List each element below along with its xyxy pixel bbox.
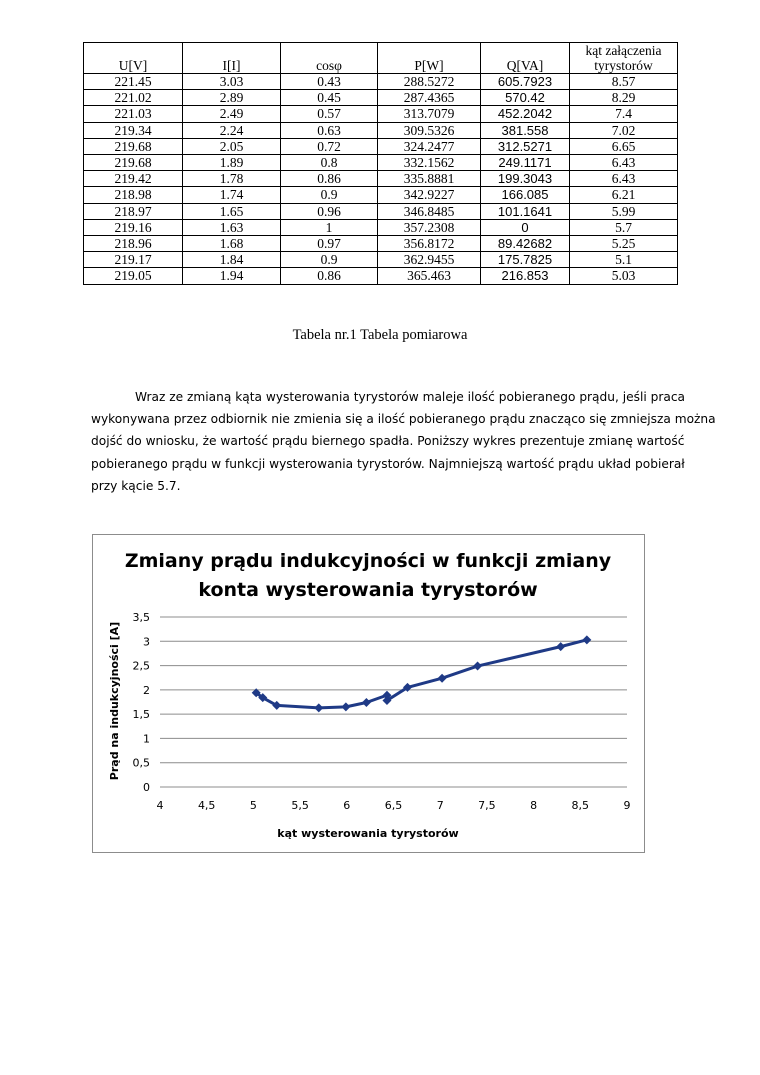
table-cell: 6.21: [570, 187, 678, 203]
table-cell: 1.63: [183, 219, 281, 235]
data-point-marker: [438, 674, 447, 683]
paragraph-line: wykonywana przez odbiornik nie zmienia się a ilość pobieranego prądu znacząco się zmniejsza można: [91, 412, 716, 427]
table-cell: 221.03: [84, 106, 183, 122]
table-cell: 2.49: [183, 106, 281, 122]
table-row: [84, 268, 678, 284]
column-header: Q[VA]: [481, 43, 570, 74]
table-row: [84, 171, 678, 187]
y-tick-label: 2: [143, 683, 150, 697]
paragraph-line: przy kącie 5.7.: [91, 478, 181, 493]
table-cell: 0.45: [281, 90, 378, 106]
table-cell: 6.65: [570, 138, 678, 154]
data-point-marker: [556, 642, 565, 651]
table-cell: 312.5271: [481, 138, 570, 154]
body-paragraph: [91, 386, 716, 497]
x-tick-label: 5: [249, 799, 257, 812]
y-tick-label: 2,5: [132, 659, 150, 673]
table-cell: 2.89: [183, 90, 281, 106]
table-cell: 166.085: [481, 187, 570, 203]
table-cell: 0.9: [281, 187, 378, 203]
table-cell: 335.8881: [378, 171, 481, 187]
y-tick-label: 0,5: [132, 756, 150, 770]
paragraph-line: pobieranego prądu w funkcji wysterowania tyrystorów. Najmniejszą wartość prądu układ pobierał: [91, 456, 685, 471]
table-header-row: [84, 43, 678, 74]
table-cell: 0.57: [281, 106, 378, 122]
table-cell: 0.9: [281, 252, 378, 268]
table-cell: 219.16: [84, 219, 183, 235]
column-header: kąt załączenia tyrystorów: [570, 43, 678, 74]
table-cell: 381.558: [481, 122, 570, 138]
x-tick-label: 4,5: [197, 799, 216, 812]
table-row: [84, 203, 678, 219]
y-tick-label: 1: [143, 732, 150, 746]
chart-title-line-2: konta wysterowania tyrystorów: [198, 579, 538, 601]
table-cell: 452.2042: [481, 106, 570, 122]
paragraph-line: dojść do wniosku, że wartość prądu biernego spadła. Poniższy wykres prezentuje zmianę wartość: [91, 434, 685, 449]
table-row: [84, 219, 678, 235]
table-cell: 219.34: [84, 122, 183, 138]
measurement-table: [83, 42, 678, 285]
table-cell: 5.03: [570, 268, 678, 284]
table-cell: 8.57: [570, 74, 678, 90]
table-cell: 570.42: [481, 90, 570, 106]
table-cell: 219.17: [84, 252, 183, 268]
table-cell: 5.1: [570, 252, 678, 268]
y-tick-label: 1,5: [132, 708, 150, 722]
table-cell: 6.43: [570, 171, 678, 187]
table-cell: 324.2477: [378, 138, 481, 154]
table-cell: 218.98: [84, 187, 183, 203]
table-cell: 5.99: [570, 203, 678, 219]
table-cell: 219.68: [84, 138, 183, 154]
table-cell: 8.29: [570, 90, 678, 106]
data-point-marker: [341, 702, 350, 711]
table-cell: 0.86: [281, 268, 378, 284]
y-axis-title: Prąd na indukcyjności [A]: [108, 621, 121, 781]
table-cell: 0.43: [281, 74, 378, 90]
table-row: [84, 90, 678, 106]
table-cell: 7.02: [570, 122, 678, 138]
table-cell: 218.96: [84, 236, 183, 252]
table-cell: 218.97: [84, 203, 183, 219]
table-cell: 357.2308: [378, 219, 481, 235]
table-row: [84, 122, 678, 138]
data-point-marker: [582, 635, 591, 644]
table-cell: 346.8485: [378, 203, 481, 219]
data-point-marker: [473, 662, 482, 671]
chart-title-line-1: Zmiany prądu indukcyjności w funkcji zmiany: [124, 550, 612, 572]
x-tick-label: 5,5: [291, 799, 309, 812]
table-row: [84, 155, 678, 171]
x-tick-label: 8: [530, 799, 538, 812]
x-tick-label: 6,5: [384, 799, 403, 812]
table-cell: 219.68: [84, 155, 183, 171]
table-cell: 313.7079: [378, 106, 481, 122]
table-cell: 287.4365: [378, 90, 481, 106]
table-cell: 101.1641: [481, 203, 570, 219]
series-line: [256, 640, 587, 708]
table-cell: 7.4: [570, 106, 678, 122]
table-row: [84, 106, 678, 122]
table-cell: 332.1562: [378, 155, 481, 171]
table-cell: 1.84: [183, 252, 281, 268]
table-row: [84, 74, 678, 90]
table-cell: 342.9227: [378, 187, 481, 203]
table-cell: 0.97: [281, 236, 378, 252]
table-row: [84, 138, 678, 154]
table-cell: 6.43: [570, 155, 678, 171]
table-cell: 199.3043: [481, 171, 570, 187]
table-cell: 216.853: [481, 268, 570, 284]
table-cell: 1.94: [183, 268, 281, 284]
x-tick-label: 6: [343, 799, 351, 812]
table-cell: 1: [281, 219, 378, 235]
y-tick-label: 0: [143, 781, 150, 794]
table-cell: 89.42682: [481, 236, 570, 252]
x-tick-label: 9: [623, 799, 631, 812]
table-cell: 219.42: [84, 171, 183, 187]
data-point-marker: [314, 703, 323, 712]
y-tick-label: 3,5: [132, 611, 150, 624]
table-cell: 2.24: [183, 122, 281, 138]
table-cell: 1.65: [183, 203, 281, 219]
table-cell: 5.25: [570, 236, 678, 252]
gridlines: [160, 617, 627, 787]
table-cell: 1.74: [183, 187, 281, 203]
table-cell: 0.63: [281, 122, 378, 138]
x-axis-title: kąt wysterowania tyrystorów: [277, 827, 459, 840]
table-cell: 2.05: [183, 138, 281, 154]
table-cell: 0.96: [281, 203, 378, 219]
table-cell: 0: [481, 219, 570, 235]
table-caption: Tabela nr.1 Tabela pomiarowa: [292, 327, 468, 343]
table-cell: 249.1171: [481, 155, 570, 171]
table-row: [84, 236, 678, 252]
column-header: I[I]: [183, 43, 281, 74]
y-tick-label: 3: [143, 635, 150, 649]
column-header: U[V]: [84, 43, 183, 74]
table-cell: 5.7: [570, 219, 678, 235]
table-body: [84, 74, 678, 285]
table-cell: 288.5272: [378, 74, 481, 90]
paragraph-line: Wraz ze zmianą kąta wysterowania tyrystorów maleje ilość pobieranego prądu, jeśli praca: [135, 390, 686, 404]
x-tick-label: 4: [156, 799, 164, 812]
table-cell: 221.02: [84, 90, 183, 106]
column-header: cosφ: [281, 43, 378, 74]
table-cell: 0.8: [281, 155, 378, 171]
table-row: [84, 187, 678, 203]
table-cell: 175.7825: [481, 252, 570, 268]
table-cell: 1.89: [183, 155, 281, 171]
table-row: [84, 252, 678, 268]
data-series: [252, 635, 592, 712]
table-cell: 3.03: [183, 74, 281, 90]
x-tick-label: 8,5: [571, 799, 590, 812]
table-cell: 0.72: [281, 138, 378, 154]
data-point-marker: [362, 698, 371, 707]
table-cell: 219.05: [84, 268, 183, 284]
table-cell: 309.5326: [378, 122, 481, 138]
line-chart: [92, 534, 645, 853]
table-cell: 365.463: [378, 268, 481, 284]
table-cell: 221.45: [84, 74, 183, 90]
table-cell: 605.7923: [481, 74, 570, 90]
table-cell: 362.9455: [378, 252, 481, 268]
table-cell: 1.68: [183, 236, 281, 252]
table-cell: 1.78: [183, 171, 281, 187]
column-header: P[W]: [378, 43, 481, 74]
table-cell: 0.86: [281, 171, 378, 187]
x-tick-label: 7: [436, 799, 444, 812]
x-tick-label: 7,5: [478, 799, 496, 812]
table-cell: 356.8172: [378, 236, 481, 252]
